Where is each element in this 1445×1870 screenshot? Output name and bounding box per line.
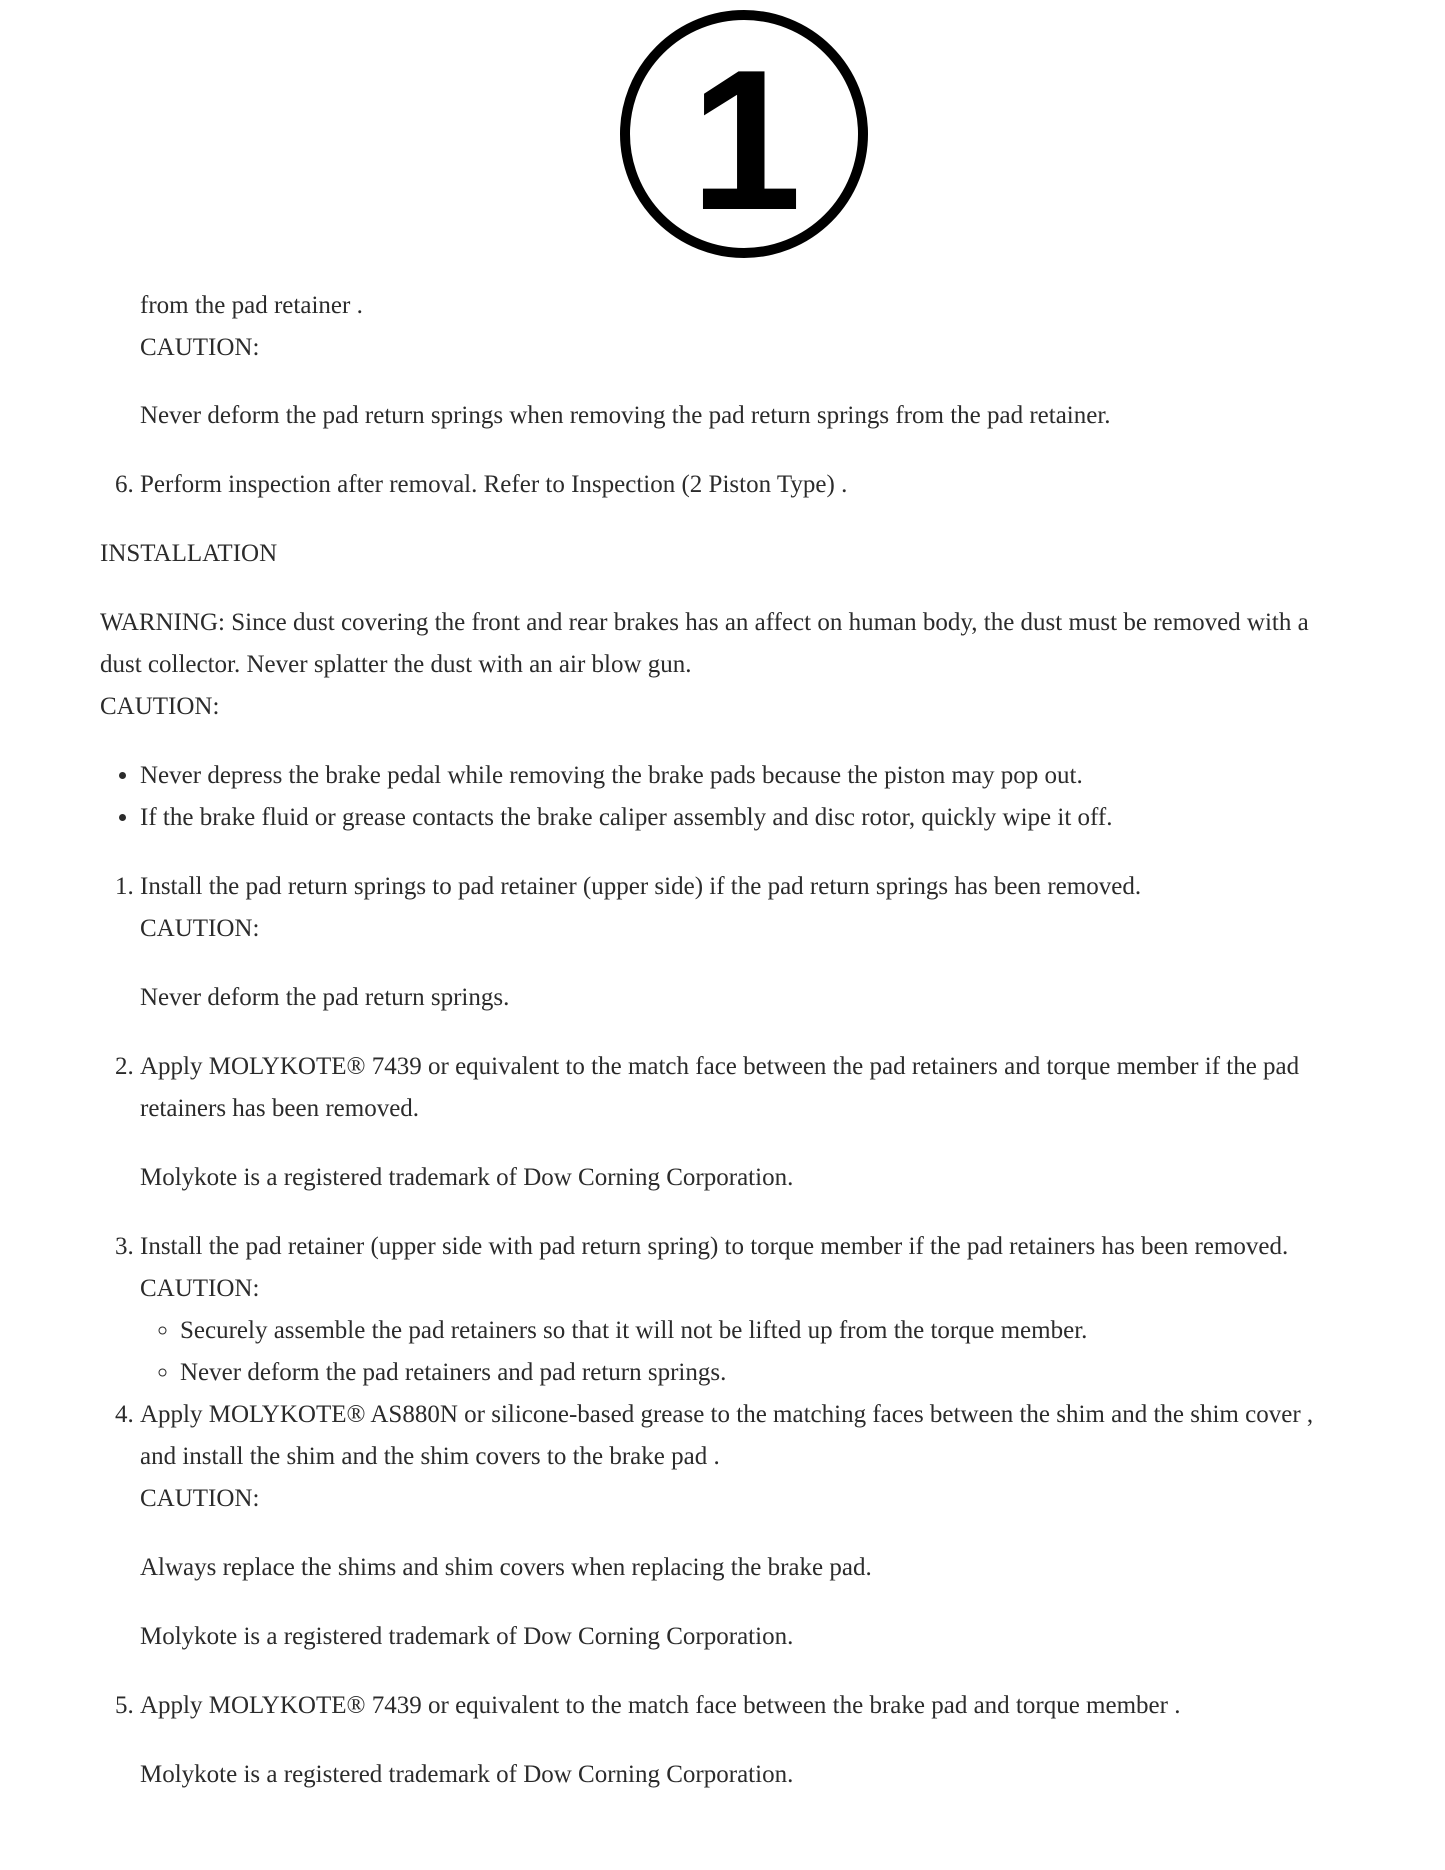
step-6-text: Perform inspection after removal. Refer to Inspection (2 Piston Type) . [140,471,848,498]
circled-number-text: 1 [690,29,802,252]
caution-text: Never deform the pad return springs when removing the pad return springs from the pad retainer. [140,402,1111,429]
sub-caution-item: ◦ Securely assemble the pad retainers so that it will not be lifted up from the torque member. [180,1310,1350,1352]
step-note: Never deform the pad return springs. [140,984,510,1011]
section-heading: INSTALLATION [100,540,278,567]
trademark-note: Molykote is a registered trademark of Dow Corning Corporation. [140,1761,794,1788]
removal-steps-list [100,464,1350,506]
sub-caution-list [140,1310,1350,1394]
continued-step [140,285,1350,437]
caution-label: CAUTION: [100,693,220,720]
step-note: Molykote is a registered trademark of Dow Corning Corporation. [140,1164,794,1191]
installation-steps-list [100,866,1350,1796]
circled-number-icon [614,4,874,264]
caution-list [100,755,1350,839]
caution-label: CAUTION: [140,1485,260,1512]
caution-label: CAUTION: [140,1275,260,1302]
caution-label: CAUTION: [140,334,260,361]
install-step-4 [140,1394,1350,1685]
trademark-note: Molykote is a registered trademark of Dow Corning Corporation. [140,1623,794,1650]
step-6 [140,464,1350,506]
step-text: Install the pad retainer (upper side with pad return spring) to torque member if the pad retainers has been removed. [140,1233,1289,1260]
install-step-1 [140,866,1350,1046]
install-step-3 [140,1226,1350,1394]
step-text: Apply MOLYKOTE® 7439 or equivalent to the match face between the pad retainers and torque member if the pad retainers has been removed. [140,1053,1300,1122]
step-text: Install the pad return springs to pad retainer (upper side) if the pad return springs has been removed. [140,873,1142,900]
continued-text: from the pad retainer . [140,292,363,319]
step-note: Always replace the shims and shim covers when replacing the brake pad. [140,1554,872,1581]
caution-label: CAUTION: [140,915,260,942]
document-body [100,285,1350,1796]
step-text: Apply MOLYKOTE® 7439 or equivalent to the match face between the brake pad and torque member . [140,1692,1181,1719]
warning-text: WARNING: Since dust covering the front and rear brakes has an affect on human body, the dust must be removed with a dust collector. Never splatter the dust with an air blow gun. [100,609,1309,678]
caution-item: • Never depress the brake pedal while removing the brake pads because the piston may pop out. [140,755,1350,797]
install-step-2 [140,1046,1350,1226]
caution-item: • If the brake fluid or grease contacts the brake caliper assembly and disc rotor, quickly wipe it off. [140,797,1350,839]
install-step-5 [140,1685,1350,1796]
sub-caution-item: ◦ Never deform the pad retainers and pad return springs. [180,1352,1350,1394]
step-text: Apply MOLYKOTE® AS880N or silicone-based grease to the matching faces between the shim and the shim cover , and install the shim and the shim covers to the brake pad . [140,1401,1314,1470]
